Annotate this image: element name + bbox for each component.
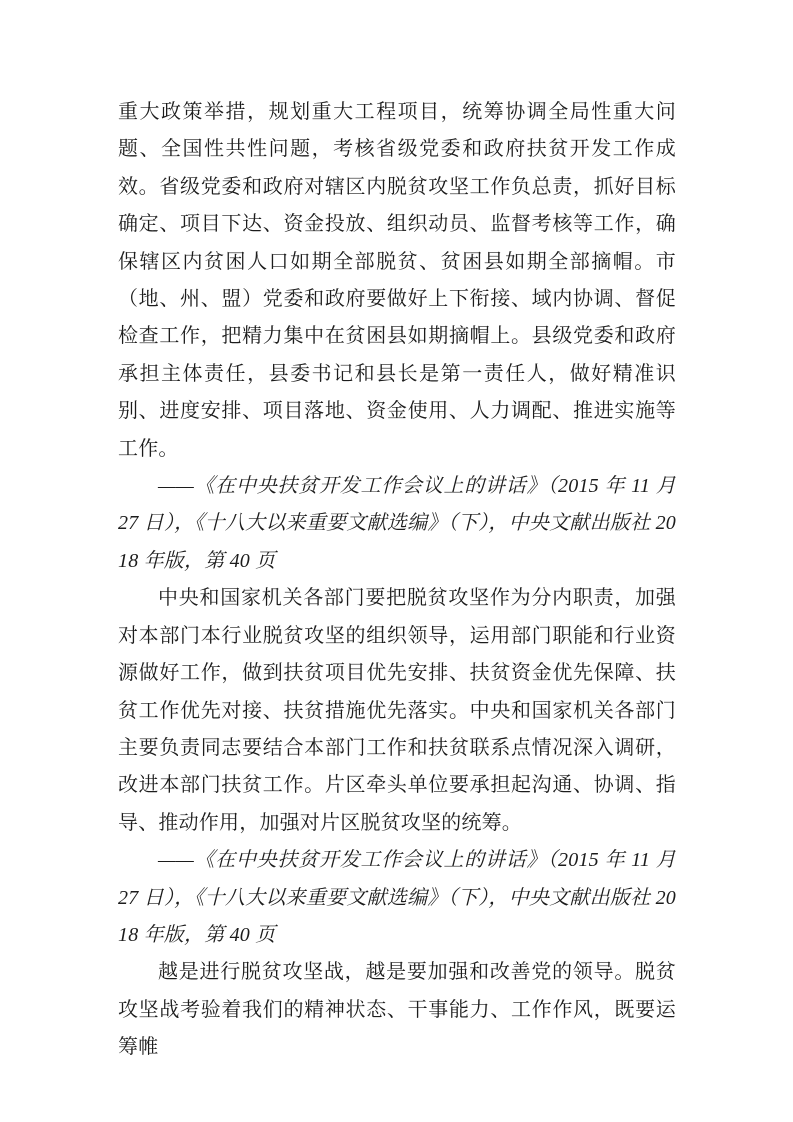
body-paragraph: 重大政策举措，规划重大工程项目，统筹协调全局性重大问题、全国性共性问题，考核省级党委和政府扶贫开发工作成效。省级党委和政府对辖区内脱贫攻坚工作负总责，抓好目标确定、项目下达、资金投放、组织动员、监督考核等工作，确保辖区内贫困人口如期全部脱贫、贫困县如期全部摘帽。市（地、州、盟）党委和政府要做好上下衔接、域内协调、督促检查工作，把精力集中在贫困县如期摘帽上。县级党委和政府承担主体责任，县委书记和县长是第一责任人，做好精准识别、进度安排、项目落地、资金使用、人力调配、推进实施等工作。 (118, 101, 676, 460)
body-paragraph: 越是进行脱贫攻坚战，越是要加强和改善党的领导。脱贫攻坚战考验着我们的精神状态、干事能力、工作作风，既要运筹帷 (118, 961, 676, 1059)
body-paragraph: 中央和国家机关各部门要把脱贫攻坚作为分内职责，加强对本部门本行业脱贫攻坚的组织领导，运用部门职能和行业资源做好工作，做到扶贫项目优先安排、扶贫资金优先保障、扶贫工作优先对接、扶贫措施优先落实。中央和国家机关各部门主要负责同志要结合本部门工作和扶贫联系点情况深入调研，改进本部门扶贫工作。片区牵头单位要承担起沟通、协调、指导、推动作用，加强对片区脱贫攻坚的统筹。 (118, 587, 676, 834)
document-body (118, 94, 676, 1067)
citation-paragraph: ——《在中央扶贫开发工作会议上的讲话》（2015 年 11 月 27 日），《十八大以来重要文献选编》（下），中央文献出版社 2018 年版，第 40 页 (118, 475, 676, 572)
citation-paragraph: ——《在中央扶贫开发工作会议上的讲话》（2015 年 11 月 27 日），《十八大以来重要文献选编》（下），中央文献出版社 2018 年版，第 40 页 (118, 849, 676, 946)
